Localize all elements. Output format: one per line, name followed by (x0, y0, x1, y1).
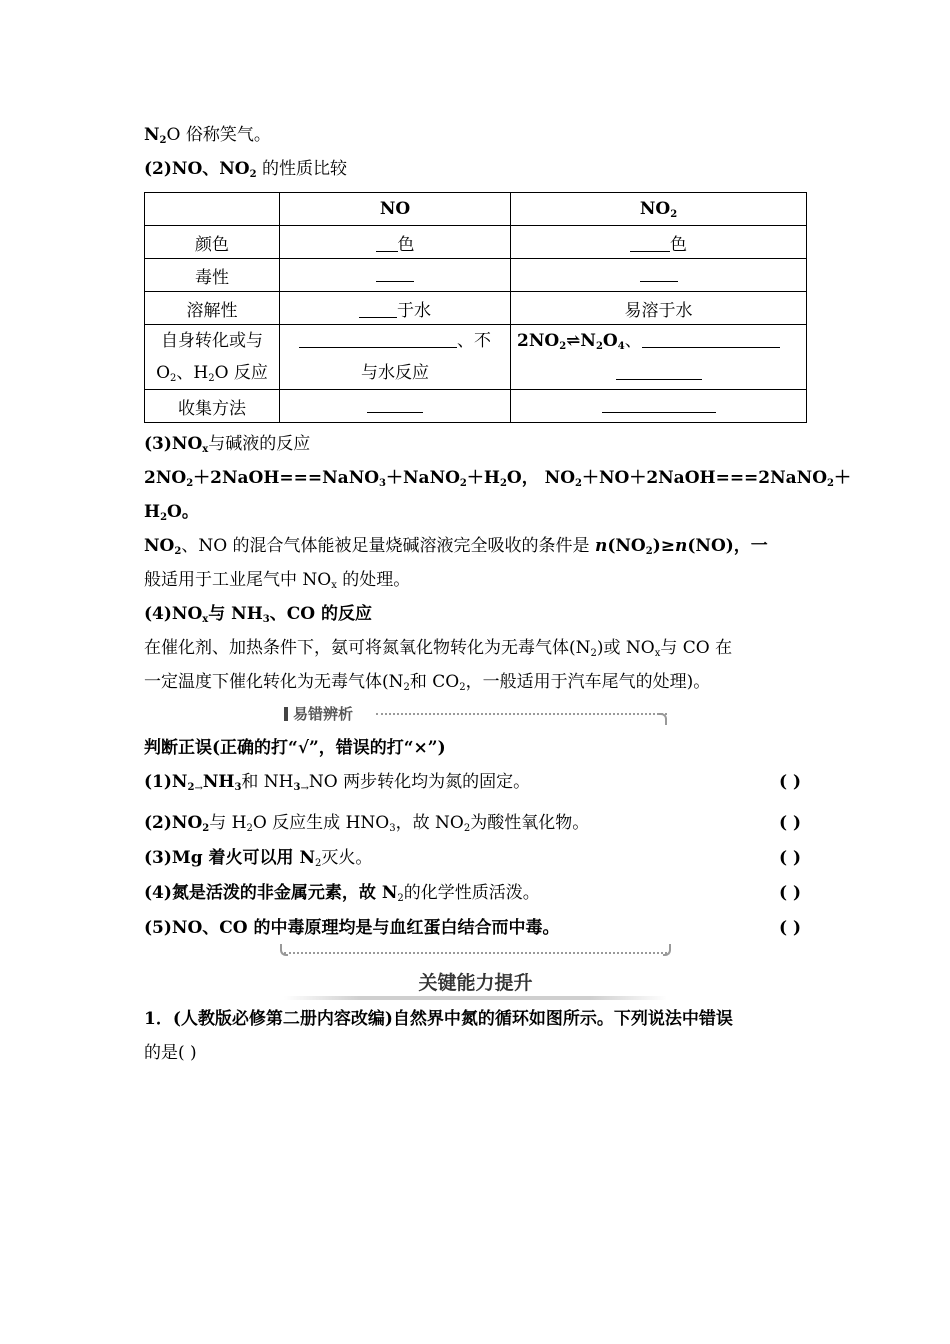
judge-title: 判断正误(正确的打“√”，错误的打“×”) (144, 738, 446, 758)
table-row: 自身转化或与 $O_2$、$H_2O$ 反应 、不 与水反应 $2NO_2\rightleftharpoons N_2O_4$、 (145, 325, 807, 390)
answer-paren[interactable]: ( ) (778, 772, 801, 792)
fill-blank (299, 331, 457, 348)
absorb-line-1: $NO_2$、NO 的混合气体能被足量烧碱溶液完全吸收的条件是 $n(NO_2)\ge n(NO)$，一 (144, 536, 768, 557)
question-3: (3)Mg 着火可以用 $N_2$灭火。 ( ) (144, 841, 807, 876)
heading-3: $(3)NO_x$与碱液的反应 (144, 434, 311, 455)
table-row (145, 193, 807, 226)
table-row: 毒性 (145, 259, 807, 292)
table-header-no2: $NO_2$ (511, 193, 807, 226)
heading-4: $(4)NO_x$与 $NH_3$、CO 的反应 (144, 604, 372, 625)
fill-blank (616, 363, 702, 380)
fill-blank (642, 331, 780, 348)
question-4: (4)氮是活泼的非金属元素，故 $N_2$的化学性质活泼。 ( ) (144, 876, 807, 911)
absorb-line-2: 般适用于工业尾气中 $NO_x$ 的处理。 (144, 570, 411, 591)
answer-paren[interactable]: ( ) (778, 813, 801, 833)
question-2: $(2)NO_2$与 $H_2O$ 反应生成 $HNO_3$，故 $NO_2$为酸性氧化物。 ( ) (144, 806, 807, 841)
catalyst-line-2: 一定温度下催化转化为无毒气体($N_2$和 $CO_2$，一般适用于汽车尾气的处理)。 (144, 672, 711, 693)
answer-paren[interactable]: ( ) (778, 883, 801, 903)
table-row: 收集方法 (145, 390, 807, 423)
question-5: (5)NO、CO 的中毒原理均是与血红蛋白结合而中毒。 ( ) (144, 911, 807, 946)
exercise-1-line-2: 的是( ) (144, 1043, 197, 1063)
answer-paren[interactable]: ( ) (778, 918, 801, 938)
fill-blank (359, 301, 397, 318)
fill-blank (630, 235, 670, 252)
table-header-no: NO (280, 193, 511, 226)
fill-blank (640, 265, 678, 282)
n2o-line: $N_2O$ 俗称笑气。 (144, 125, 271, 146)
page-content (144, 118, 852, 1070)
heading-2: (2)NO、$NO_2$ 的性质比较 (144, 159, 347, 180)
fill-blank (602, 396, 716, 413)
equation-line-1: $2NO_2+2NaOH===NaNO_3+NaNO_2+H_2O$， $NO_2+NO+2NaOH===2NaNO_2+$ (144, 468, 852, 489)
table-row: 溶解性 于水 易溶于水 (145, 292, 807, 325)
error-analysis-label: 易错辨析 (284, 703, 353, 724)
comparison-table (144, 192, 807, 423)
catalyst-line-1: 在催化剂、加热条件下，氨可将氮氧化物转化为无毒气体$(N_2)$或 $NO_x$与 CO 在 (144, 638, 733, 659)
equation-line-2: $H_2O$。 (144, 502, 199, 523)
exercise-1-line-1: 1．(人教版必修第二册内容改编)自然界中氮的循环如图所示。下列说法中错误 (144, 1009, 733, 1029)
fill-blank (367, 396, 423, 413)
section-divider (144, 946, 807, 962)
question-1: $(1)N_{2\to}NH_3$和 $NH_{3\to}NO$ 两步转化均为氮的固定。 ( ) (144, 765, 807, 806)
table-row: 颜色 色 色 (145, 226, 807, 259)
error-analysis-header (144, 701, 807, 731)
answer-paren[interactable]: ( ) (778, 848, 801, 868)
section-title: 关键能力提升 (144, 968, 807, 1002)
fill-blank (376, 265, 414, 282)
fill-blank (376, 235, 398, 252)
